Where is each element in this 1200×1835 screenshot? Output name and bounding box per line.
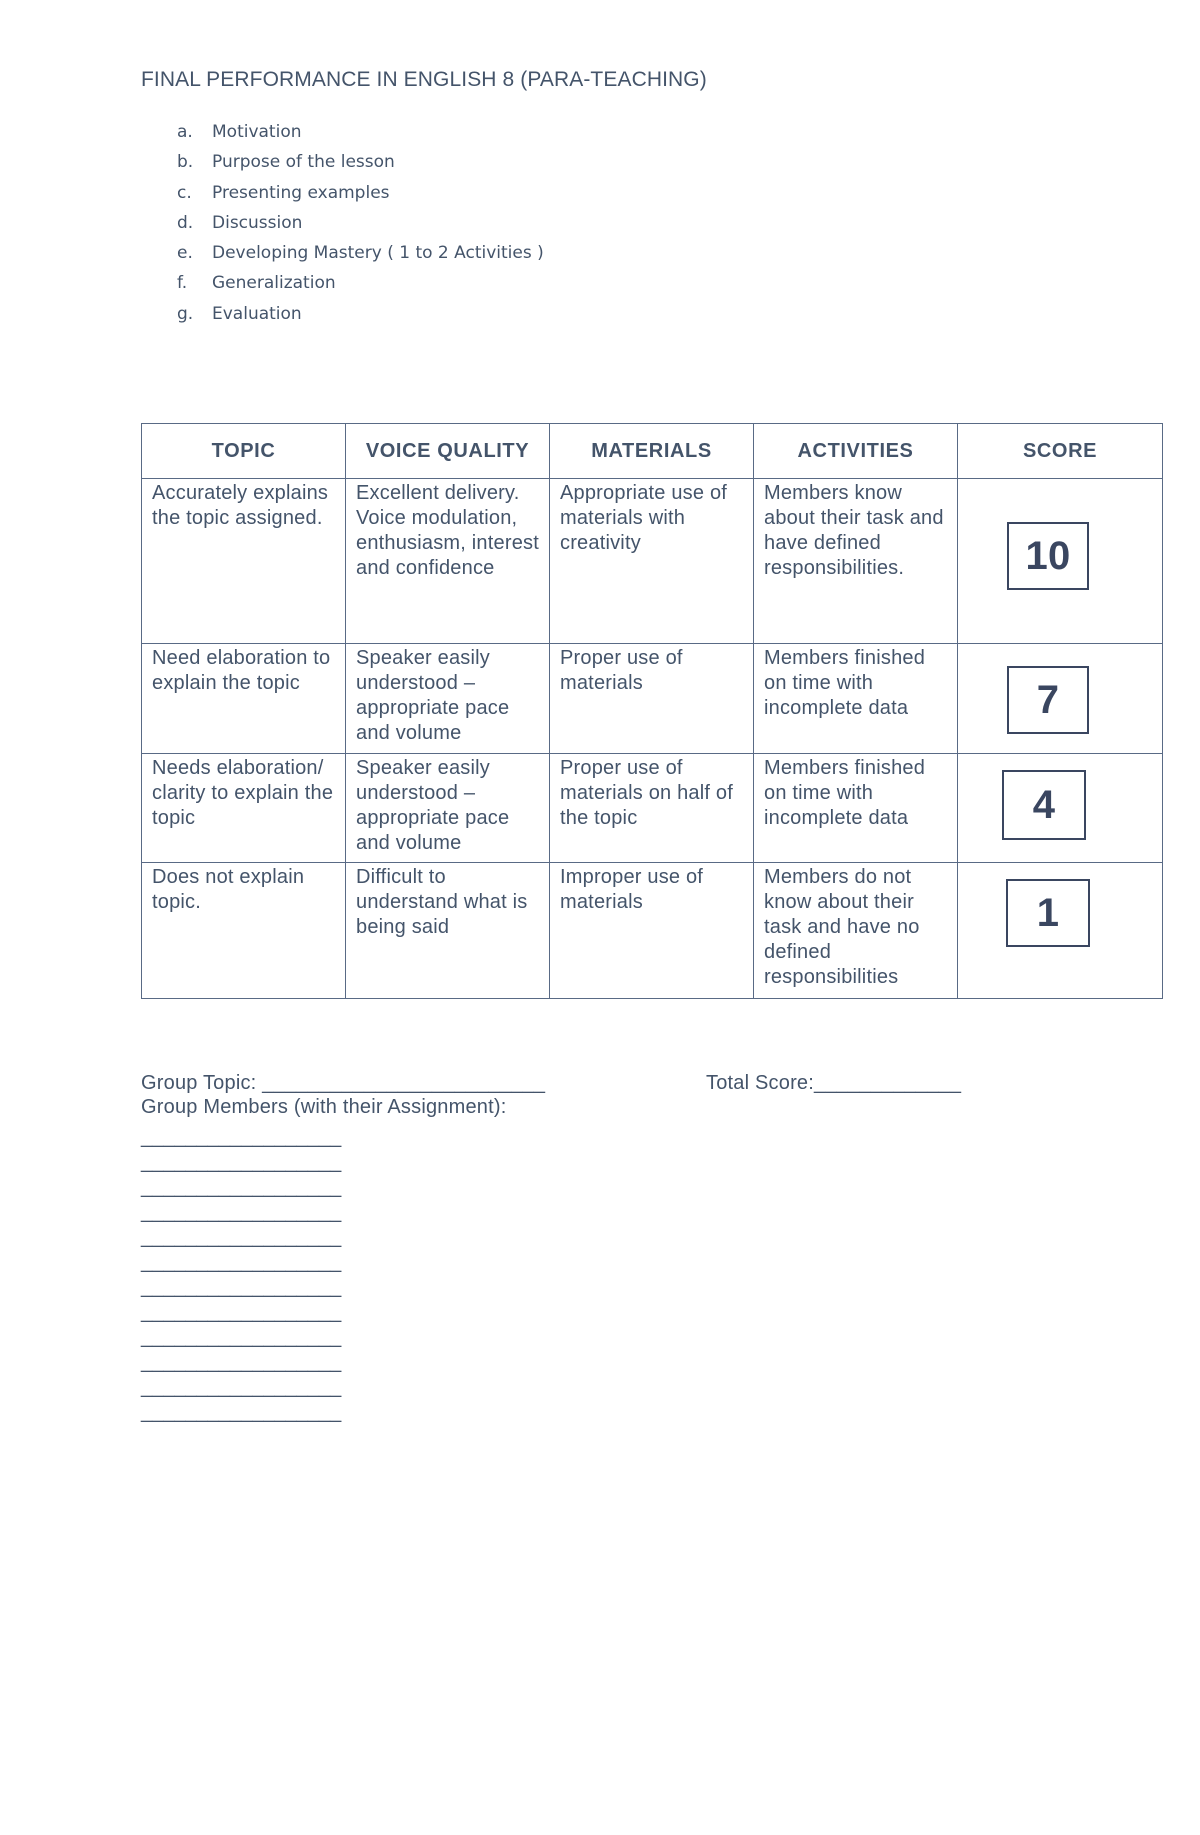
table-row xyxy=(142,863,1163,999)
table-row xyxy=(142,479,1163,644)
list-item xyxy=(177,117,544,147)
blank-line: __________________ xyxy=(141,1301,342,1323)
blank-line: __________________ xyxy=(141,1151,342,1173)
blank-line: __________________ xyxy=(141,1326,342,1348)
table-cell-voice: Difficult to understand what is being said xyxy=(346,863,550,999)
lesson-steps-list xyxy=(177,117,544,329)
list-item xyxy=(177,268,544,298)
blank-line: __________________ xyxy=(141,1226,342,1248)
table-cell-score xyxy=(958,479,1163,644)
blank-line: __________________ xyxy=(141,1126,342,1148)
blank-line: __________________ xyxy=(141,1376,342,1398)
list-item xyxy=(177,238,544,268)
table-cell-activities: Members finished on time with incomplete data xyxy=(754,754,958,863)
table-row xyxy=(142,754,1163,863)
list-item-text: Motivation xyxy=(212,122,302,142)
table-cell-score xyxy=(958,754,1163,863)
table-cell-topic: Accurately explains the topic assigned. xyxy=(142,479,346,644)
list-item-text: Developing Mastery ( 1 to 2 Activities ) xyxy=(212,243,544,264)
score-box: 7 xyxy=(1007,666,1089,734)
document-title: FINAL PERFORMANCE IN ENGLISH 8 (PARA-TEACHING) xyxy=(141,68,707,91)
list-item xyxy=(177,208,544,238)
list-marker: c. xyxy=(177,182,192,203)
table-cell-score xyxy=(958,644,1163,754)
total-score-field: Total Score:_____________ xyxy=(706,1072,962,1094)
list-marker: a. xyxy=(177,122,193,142)
column-header-activities: ACTIVITIES xyxy=(754,424,958,479)
table-cell-topic: Need elaboration to explain the topic xyxy=(142,644,346,754)
group-members-label: Group Members (with their Assignment): xyxy=(141,1096,507,1118)
blank-line: __________________ xyxy=(141,1251,342,1273)
score-box: 4 xyxy=(1002,770,1086,840)
table-cell-materials: Proper use of materials xyxy=(550,644,754,754)
table-cell-topic: Does not explain topic. xyxy=(142,863,346,999)
list-item xyxy=(177,299,544,329)
table-cell-topic: Needs elaboration/ clarity to explain the topic xyxy=(142,754,346,863)
blank-line: __________________ xyxy=(141,1276,342,1298)
table-cell-activities: Members do not know about their task and have no defined responsibilities xyxy=(754,863,958,999)
table-row xyxy=(142,644,1163,754)
column-header-materials: MATERIALS xyxy=(550,424,754,479)
list-marker: f. xyxy=(177,273,188,294)
table-cell-materials: Appropriate use of materials with creativity xyxy=(550,479,754,644)
list-item-text: Generalization xyxy=(212,273,336,294)
score-box: 1 xyxy=(1006,879,1090,947)
blank-line: __________________ xyxy=(141,1401,342,1423)
list-marker: d. xyxy=(177,212,194,233)
list-item-text: Purpose of the lesson xyxy=(212,152,395,173)
blank-line: __________________ xyxy=(141,1351,342,1373)
list-item-text: Presenting examples xyxy=(212,182,390,203)
table-cell-voice: Speaker easily understood – appropriate pace and volume xyxy=(346,644,550,754)
list-marker: b. xyxy=(177,152,194,173)
table-cell-materials: Proper use of materials on half of the topic xyxy=(550,754,754,863)
blank-line: __________________ xyxy=(141,1176,342,1198)
table-cell-activities: Members finished on time with incomplete data xyxy=(754,644,958,754)
column-header-topic: TOPIC xyxy=(142,424,346,479)
column-header-voice-quality: VOICE QUALITY xyxy=(346,424,550,479)
list-item-text: Discussion xyxy=(212,212,303,233)
member-blank-lines xyxy=(141,1125,341,1425)
score-box: 10 xyxy=(1007,522,1089,590)
table-header-row xyxy=(142,424,1163,479)
rubric-table xyxy=(141,423,1163,999)
list-item xyxy=(177,178,544,208)
table-cell-voice: Excellent delivery. Voice modulation, enthusiasm, interest and confidence xyxy=(346,479,550,644)
table-cell-activities: Members know about their task and have defined responsibilities. xyxy=(754,479,958,644)
list-marker: e. xyxy=(177,243,193,264)
column-header-score: SCORE xyxy=(958,424,1163,479)
table-cell-voice: Speaker easily understood – appropriate pace and volume xyxy=(346,754,550,863)
list-item xyxy=(177,147,544,177)
list-item-text: Evaluation xyxy=(212,303,302,324)
list-marker: g. xyxy=(177,303,194,324)
table-cell-score xyxy=(958,863,1163,999)
group-topic-field: Group Topic: _________________________ xyxy=(141,1072,546,1094)
table-cell-materials: Improper use of materials xyxy=(550,863,754,999)
blank-line: __________________ xyxy=(141,1201,342,1223)
